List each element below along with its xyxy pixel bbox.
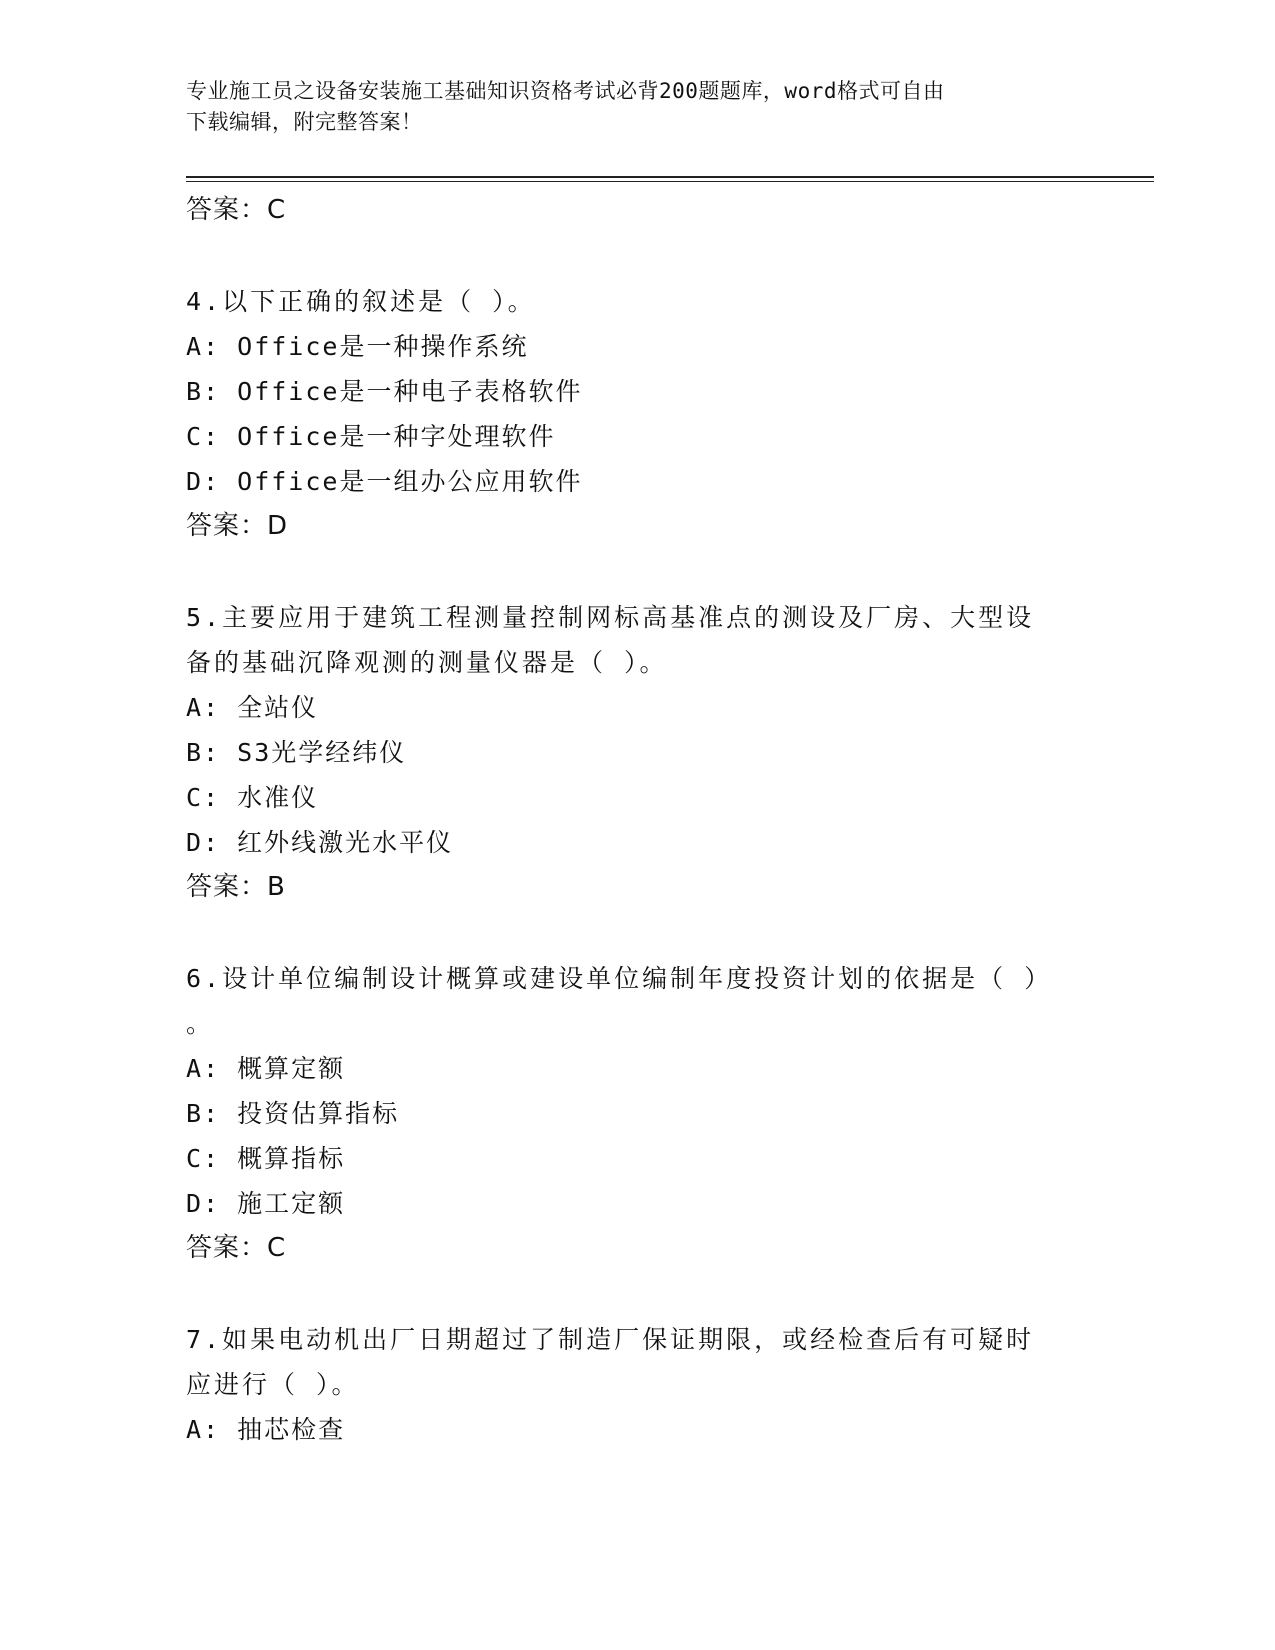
previous-answer: 答案：C — [186, 195, 287, 225]
option-b: B: Office是一种电子表格软件 — [186, 377, 583, 406]
question-block — [186, 595, 1066, 910]
document-header — [186, 76, 1066, 138]
question-block — [186, 1317, 1066, 1452]
question-text-continued: 备的基础沉降观测的测量仪器是（ ）。 — [186, 648, 668, 677]
question-text-continued: 应进行（ ）。 — [186, 1370, 360, 1399]
header-rule-thin — [186, 181, 1154, 182]
question-block — [186, 279, 1066, 549]
answer-line: 答案：C — [186, 1233, 287, 1263]
header-line-2: 下载编辑，附完整答案！ — [186, 110, 423, 134]
option-a: A: 抽芯检查 — [186, 1415, 346, 1444]
question-text: 7.如果电动机出厂日期超过了制造厂保证期限，或经检查后有可疑时 — [186, 1325, 1035, 1354]
option-c: C: 概算指标 — [186, 1144, 346, 1173]
option-d: D: Office是一组办公应用软件 — [186, 467, 583, 496]
question-block — [186, 956, 1066, 1271]
option-d: D: 红外线激光水平仪 — [186, 828, 454, 857]
option-c: C: Office是一种字处理软件 — [186, 422, 556, 451]
answer-line: 答案：B — [186, 872, 286, 902]
spacer — [186, 549, 1066, 595]
document-body — [186, 188, 1066, 1452]
spacer — [186, 910, 1066, 956]
header-line-1: 专业施工员之设备安装施工基础知识资格考试必背200题题库，word格式可自由 — [186, 79, 945, 103]
question-text-continued: 。 — [186, 1009, 215, 1038]
question-text: 5.主要应用于建筑工程测量控制网标高基准点的测设及厂房、大型设 — [186, 603, 1035, 632]
option-c: C: 水准仪 — [186, 783, 319, 812]
header-rule-thick — [186, 176, 1154, 178]
option-b: B: 投资估算指标 — [186, 1099, 400, 1128]
question-text: 4.以下正确的叙述是（ ）。 — [186, 287, 536, 316]
spacer — [186, 1271, 1066, 1317]
option-a: A: 全站仪 — [186, 693, 319, 722]
option-a: A: 概算定额 — [186, 1054, 346, 1083]
answer-line: 答案：D — [186, 511, 289, 541]
question-text: 6.设计单位编制设计概算或建设单位编制年度投资计划的依据是（ ） — [186, 964, 1053, 993]
spacer — [186, 233, 1066, 279]
option-d: D: 施工定额 — [186, 1189, 346, 1218]
option-a: A: Office是一种操作系统 — [186, 332, 529, 361]
option-b: B: S3光学经纬仪 — [186, 738, 407, 767]
